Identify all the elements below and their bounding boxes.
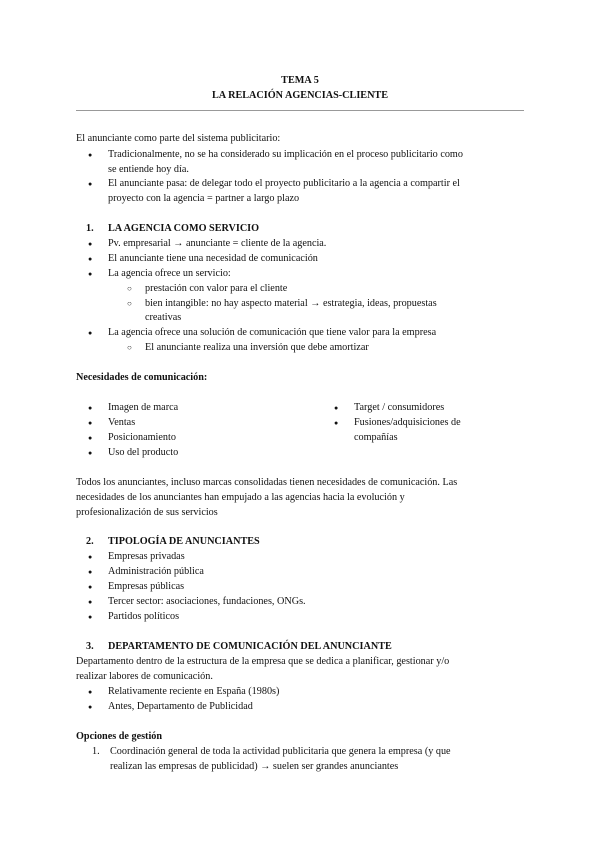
section-1-number: 1. — [86, 223, 94, 234]
intro-bullet-2-cont: proyecto con la agencia = partner a largo plazo — [108, 193, 300, 204]
need-item-5: ● Target / consumidores — [354, 401, 444, 415]
section-2-title: TIPOLOGÍA DE ANUNCIANTES — [108, 536, 260, 547]
intro-bullet-1-cont: se entiende hoy día. — [108, 164, 189, 175]
gestion-heading: Opciones de gestión — [76, 731, 163, 742]
topic-number: TEMA 5 — [281, 75, 319, 86]
gestion-item-number: 1. — [92, 746, 100, 757]
document-title: LA RELACIÓN AGENCIAS-CLIENTE — [211, 90, 389, 101]
s2-item-2: ● Administración pública — [108, 565, 204, 579]
section-3-title: DEPARTAMENTO DE COMUNICACIÓN DEL ANUNCIANTE — [108, 641, 392, 652]
need-item-1: ● Imagen de marca — [108, 401, 178, 415]
need-item-3: ● Posicionamiento — [108, 431, 176, 445]
intro-bullet-2: ● El anunciante pasa: de delegar todo el proyecto publicitario a la agencia a compartir el — [108, 177, 460, 191]
need-item-2: ● Ventas — [108, 416, 135, 430]
section-1-title: LA AGENCIA COMO SERVICIO — [108, 223, 260, 234]
section-3-number: 3. — [86, 641, 94, 652]
title-divider — [76, 110, 524, 111]
gestion-item-line-1: Coordinación general de toda la actividad publicitaria que genera la empresa (y que — [110, 746, 451, 757]
gestion-item-line-2: realizan las empresas de publicidad) → suelen ser grandes anunciantes — [110, 761, 399, 772]
s1-sub-2: ○ bien intangible: no hay aspecto material → estrategia, ideas, propuestas — [145, 297, 437, 311]
need-item-6-cont: compañías — [354, 432, 398, 443]
s1-bullet-2: ● El anunciante tiene una necesidad de comunicación — [108, 252, 318, 266]
s2-item-5: ● Partidos políticos — [108, 610, 179, 624]
s2-item-1: ● Empresas privadas — [108, 550, 185, 564]
s2-item-4: ● Tercer sector: asociaciones, fundaciones, ONGs. — [108, 595, 306, 609]
s3-paragraph-line-1: Departamento dentro de la estructura de la empresa que se dedica a planificar, gestionar y/o — [76, 656, 450, 667]
intro-bullet-1: ● Tradicionalmente, no se ha considerado su implicación en el proceso publicitario como — [108, 148, 463, 162]
s1-sub-3: ○ El anunciante realiza una inversión que debe amortizar — [145, 341, 369, 355]
s1-sub-2-cont: creativas — [145, 312, 182, 323]
needs-paragraph-line-2: necesidades de los anunciantes han empujado a las agencias hacia la evolución y — [76, 492, 405, 503]
s1-sub-1: ○ prestación con valor para el cliente — [145, 282, 287, 296]
s3-bullet-1: ● Relativamente reciente en España (1980s) — [108, 685, 279, 699]
section-2-number: 2. — [86, 536, 94, 547]
s3-bullet-2: ● Antes, Departamento de Publicidad — [108, 700, 253, 714]
s2-item-3: ● Empresas públicas — [108, 580, 184, 594]
need-item-4: ● Uso del producto — [108, 446, 178, 460]
s3-paragraph-line-2: realizar labores de comunicación. — [76, 671, 213, 682]
intro-heading: El anunciante como parte del sistema publicitario: — [76, 133, 281, 144]
s1-bullet-3: ● La agencia ofrece un servicio: — [108, 267, 231, 281]
needs-heading: Necesidades de comunicación: — [76, 372, 208, 383]
s1-bullet-1: ● Pv. empresarial → anunciante = cliente de la agencia. — [108, 237, 326, 251]
s1-bullet-4: ● La agencia ofrece una solución de comunicación que tiene valor para la empresa — [108, 326, 436, 340]
needs-paragraph-line-3: profesionalización de sus servicios — [76, 507, 218, 518]
needs-paragraph-line-1: Todos los anunciantes, incluso marcas consolidadas tienen necesidades de comunicación. Las — [76, 477, 458, 488]
need-item-6: ● Fusiones/adquisiciones de — [354, 416, 461, 430]
